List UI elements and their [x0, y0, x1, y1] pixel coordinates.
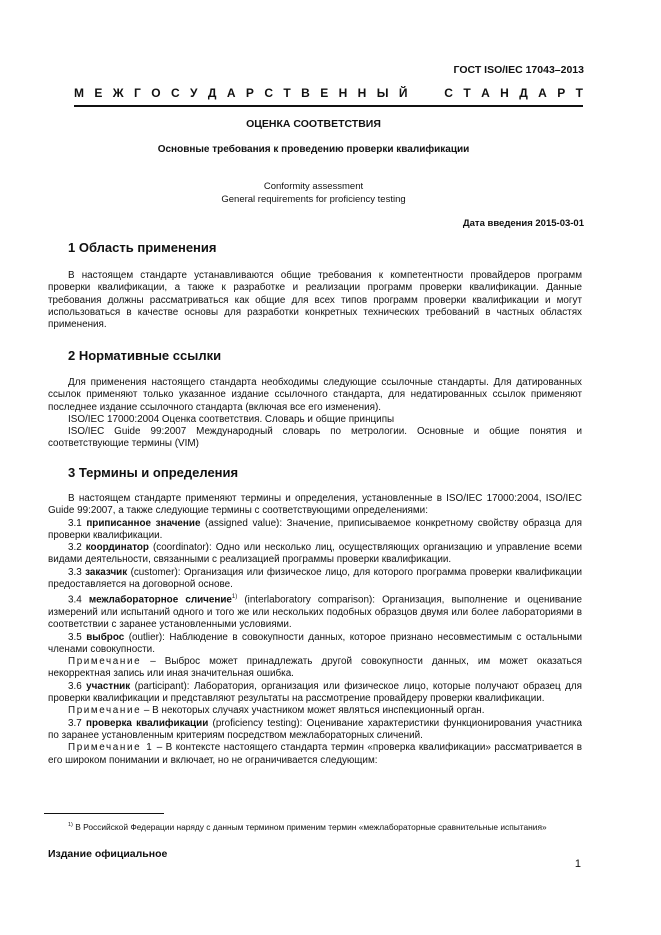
banner-letter: С	[264, 86, 273, 100]
term-number: 3.1	[68, 517, 82, 529]
term-number: 3.4	[68, 594, 82, 606]
term-definition: (outlier): Наблюдение в совокупности данных, которое признано несовместимым с остальными членами совокупности.	[48, 631, 582, 655]
term-number: 3.6	[68, 680, 82, 692]
paragraph: Для применения настоящего стандарта необходимы следующие ссылочные стандарты. Для датированных ссылок применяют только указанное издание ссылочного стандарта, для недатированных ссылок применяют последнее издание ссылочного стандарта (включая все его изменения).	[48, 377, 582, 413]
note-text: – В некоторых случаях участником может являться инспекционный орган.	[143, 705, 485, 717]
section-2-body	[48, 377, 582, 451]
note	[48, 656, 582, 681]
term-number: 3.5	[68, 631, 82, 643]
term-3-4	[48, 591, 582, 631]
banner-letter: О	[151, 86, 161, 100]
term-definition: (proficiency testing): Оценивание характеристики функционирования участника по заранее установленным критериям посредством межлабораторных сличений.	[48, 717, 582, 741]
section-3-body	[48, 493, 582, 767]
banner-letter: Ж	[112, 86, 124, 100]
term-definition: (assigned value): Значение, приписываемое конкретному свойству образца для проверки квалификации.	[48, 517, 583, 541]
term-3-1	[48, 518, 582, 543]
banner-letter: Ы	[376, 86, 389, 100]
introduction-date: Дата введения 2015-03-01	[462, 218, 584, 229]
section-3-heading: 3 Термины и определения	[68, 465, 239, 480]
term-number: 3.2	[68, 542, 82, 554]
banner-letter: Й	[398, 86, 408, 100]
banner-letter: Т	[575, 86, 583, 100]
banner-letter: Е	[320, 86, 329, 100]
paragraph: ISO/IEC 17000:2004 Оценка соответствия. Словарь и общие принципы	[68, 413, 395, 425]
banner-letter: В	[301, 86, 310, 100]
banner-letter: Г	[134, 86, 141, 100]
title-ru: ОЦЕНКА СООТВЕТСТВИЯ	[246, 118, 381, 130]
banner-letter: Р	[557, 86, 566, 100]
paragraph: В настоящем стандарте устанавливаются общие требования к компетентности провайдеров программ проверки квалификации, а также к разработке и реализации программ проверки квалификации. Данные требования должны рассматриваться как общие для всех типов программ проверки квалификации и могут использоваться в качестве основы для разработки конкретных технических требований в частных областях применения.	[48, 270, 582, 331]
footnote	[48, 820, 582, 833]
subtitle-ru: Основные требования к проведению проверки квалификации	[157, 144, 470, 155]
banner-letter: С	[444, 86, 453, 100]
term-number: 3.7	[68, 717, 82, 729]
footnote-marker: 1)	[231, 594, 238, 601]
banner-letter: Р	[245, 86, 254, 100]
term-name: заказчик	[85, 566, 128, 578]
term-name: проверка квалификации	[86, 717, 209, 729]
term-number: 3.3	[68, 566, 82, 578]
official-edition-label: Издание официальное	[48, 848, 168, 860]
banner-letter: Т	[283, 86, 291, 100]
note-label: Примечание 1	[68, 742, 154, 754]
section-1-body	[48, 270, 582, 331]
term-definition: (customer): Организация или физическое лицо, для которого программа проверки квалификации предоставляется на договорной основе.	[48, 566, 582, 591]
banner-letter: Е	[94, 86, 103, 100]
document-code: ГОСТ ISO/IEC 17043–2013	[453, 64, 584, 76]
banner-letter: Н	[500, 86, 509, 100]
note-label: Примечание	[68, 656, 142, 668]
title-en: Conformity assessment	[263, 181, 364, 192]
note-label: Примечание	[68, 705, 142, 717]
banner-letter: М	[74, 86, 84, 100]
term-name: межлабораторное сличение	[88, 594, 232, 606]
note	[48, 705, 582, 717]
paragraph: В настоящем стандарте применяют термины и определения, установленные в ISO/IEC 17000:2004, ISO/IEC Guide 99:2007, а также следующие термины с соответствующими определениями:	[48, 493, 582, 517]
term-definition: (participant): Лаборатория, организация или физическое лицо, которые получают образец для проверки квалификации и представляют результаты на рассмотрение провайдеру проверки квалификации.	[48, 680, 582, 705]
term-3-3	[48, 567, 582, 592]
page-number: 1	[574, 858, 581, 870]
paragraph: ISO/IEC Guide 99:2007 Международный словарь по метрологии. Основные и общие понятия и соответствующие термины (VIM)	[48, 426, 582, 450]
subtitle-en: General requirements for proficiency testing	[221, 194, 406, 205]
banner-letter: Д	[519, 86, 528, 100]
term-definition: (coordinator): Одно или несколько лиц, осуществляющих организацию и управление всеми видами деятельности, связанными с реализацией программы проверки квалификации.	[48, 542, 582, 566]
term-3-7	[48, 718, 582, 743]
term-3-6	[48, 681, 582, 706]
term-name: приписанное значение	[86, 517, 201, 529]
banner-gap	[418, 86, 434, 100]
banner-letter: А	[226, 86, 236, 100]
term-definition: (interlaboratory comparison): Организация, выполнение и оценивание измерений или испытаний одного и того же или нескольких подобных образцов двумя или более лабораториями в соответствии с заранее установленными условиями.	[48, 594, 582, 631]
banner-letter: У	[190, 86, 198, 100]
term-name: выброс	[86, 631, 125, 643]
note	[48, 742, 582, 767]
term-3-2	[48, 542, 582, 567]
banner-letter: А	[481, 86, 490, 100]
note-text: – Выброс может принадлежать другой совокупности данных, им может оказаться некорректная запись или иная значительная ошибка.	[48, 656, 582, 680]
note-text: – В контексте настоящего стандарта термин «проверка квалификации» рассматривается в его широком понимании и включает, но не ограничивается следующим:	[48, 742, 582, 766]
banner-letter: Н	[357, 86, 367, 100]
footnote-divider	[44, 813, 164, 814]
banner-letter: А	[538, 86, 547, 100]
footnote-number: 1)	[68, 822, 73, 828]
term-name: участник	[86, 680, 131, 692]
standard-banner	[74, 86, 583, 107]
banner-letter: Т	[463, 86, 471, 100]
term-name: координатор	[85, 542, 149, 554]
footnote-text: В Российской Федерации наряду с данным термином применим термин «межлабораторные сравнительные испытания»	[75, 821, 547, 832]
banner-letter: Д	[207, 86, 217, 100]
section-2-heading: 2 Нормативные ссылки	[68, 348, 222, 363]
banner-letter: Н	[338, 86, 348, 100]
banner-letter: С	[170, 86, 180, 100]
section-1-heading: 1 Область применения	[68, 240, 217, 255]
term-3-5	[48, 632, 582, 657]
